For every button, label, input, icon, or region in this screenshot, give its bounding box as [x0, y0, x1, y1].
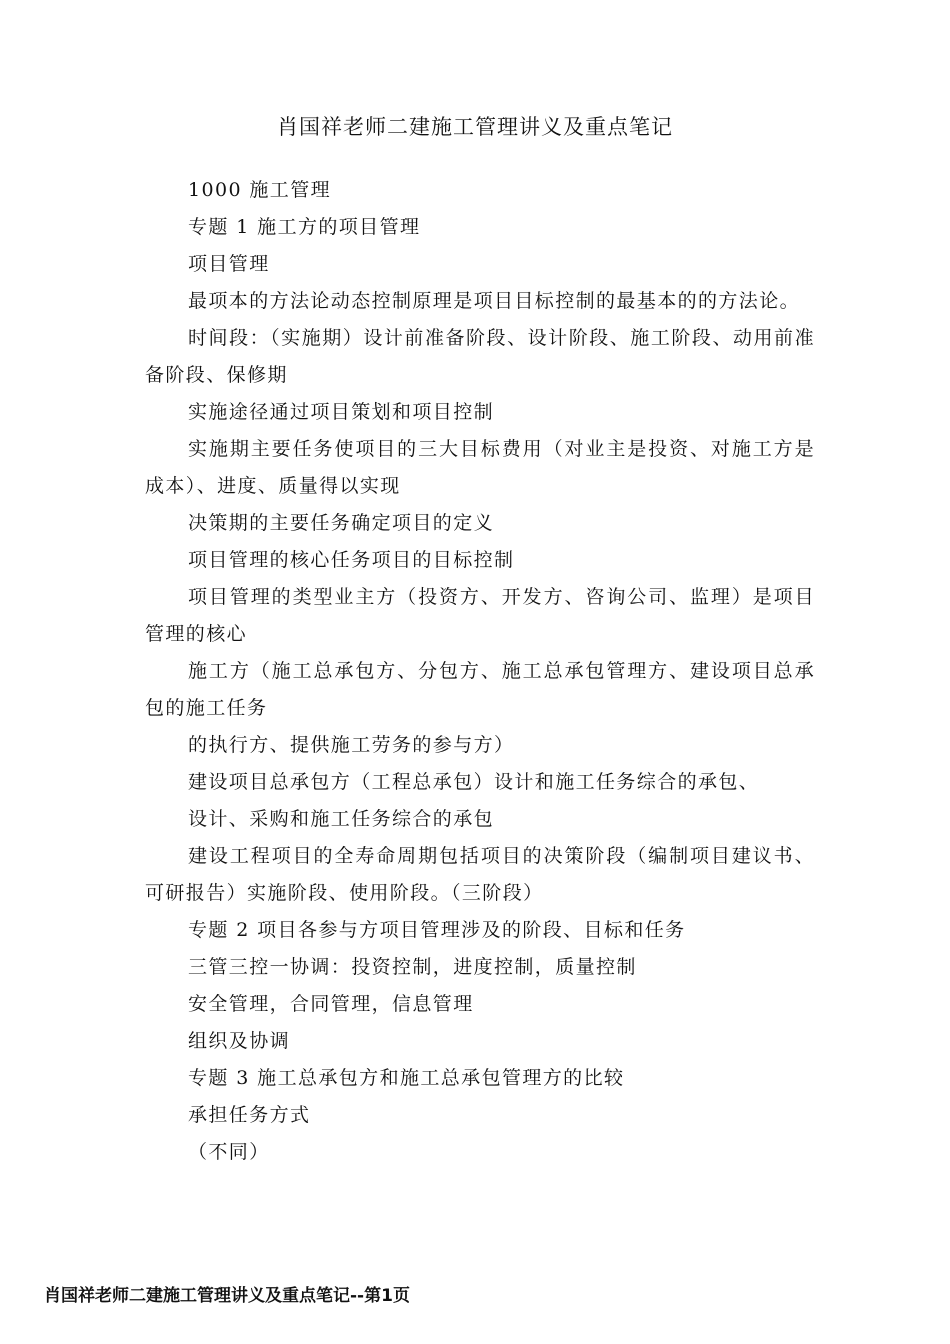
- paragraph-time-period: 时间段：（实施期）设计前准备阶段、设计阶段、施工阶段、动用前准备阶段、保修期: [145, 327, 815, 386]
- paragraph-three-managements: 安全管理，合同管理，信息管理: [188, 993, 474, 1015]
- document-title: 肖国祥老师二建施工管理讲义及重点笔记: [277, 115, 673, 139]
- page-footer: 肖国祥老师二建施工管理讲义及重点笔记--第1页: [44, 1286, 410, 1306]
- paragraph-lifecycle: 建设工程项目的全寿命周期包括项目的决策阶段（编制项目建议书、可研报告）实施阶段、使用阶段。（三阶段）: [145, 845, 815, 904]
- paragraph-coordination: 组织及协调: [188, 1030, 291, 1052]
- paragraph-contractor: 施工方（施工总承包方、分包方、施工总承包管理方、建设项目总承包的施工任务: [145, 660, 815, 719]
- document-body: [145, 172, 815, 1171]
- paragraph-core-task: 项目管理的核心任务项目的目标控制: [188, 549, 515, 571]
- heading-topic-1: 专题 1 施工方的项目管理: [188, 216, 421, 238]
- paragraph-implementation-tasks: 实施期主要任务使项目的三大目标费用（对业主是投资、对施工方是成本）、进度、质量得以实现: [145, 438, 815, 497]
- heading-project-management: 项目管理: [188, 253, 270, 275]
- paragraph-general-contractor: 建设项目总承包方（工程总承包）设计和施工任务综合的承包、: [188, 771, 760, 793]
- paragraph-management-types: 项目管理的类型业主方（投资方、开发方、咨询公司、监理）是项目管理的核心: [145, 586, 815, 645]
- paragraph-implementation-path: 实施途径通过项目策划和项目控制: [188, 401, 495, 423]
- heading-section-1000: 1000 施工管理: [188, 179, 331, 201]
- paragraph-task-mode: 承担任务方式: [188, 1104, 311, 1126]
- paragraph-general-contractor-cont: 设计、采购和施工任务综合的承包: [188, 808, 495, 830]
- paragraph-three-controls: 三管三控一协调：投资控制，进度控制，质量控制: [188, 956, 637, 978]
- heading-topic-2: 专题 2 项目各参与方项目管理涉及的阶段、目标和任务: [188, 919, 686, 941]
- paragraph-methodology: 最项本的方法论动态控制原理是项目目标控制的最基本的的方法论。: [188, 290, 801, 312]
- heading-topic-3: 专题 3 施工总承包方和施工总承包管理方的比较: [188, 1067, 625, 1089]
- paragraph-decision-tasks: 决策期的主要任务确定项目的定义: [188, 512, 495, 534]
- paragraph-contractor-cont: 的执行方、提供施工劳务的参与方）: [188, 734, 515, 756]
- paragraph-difference: （不同）: [188, 1141, 270, 1163]
